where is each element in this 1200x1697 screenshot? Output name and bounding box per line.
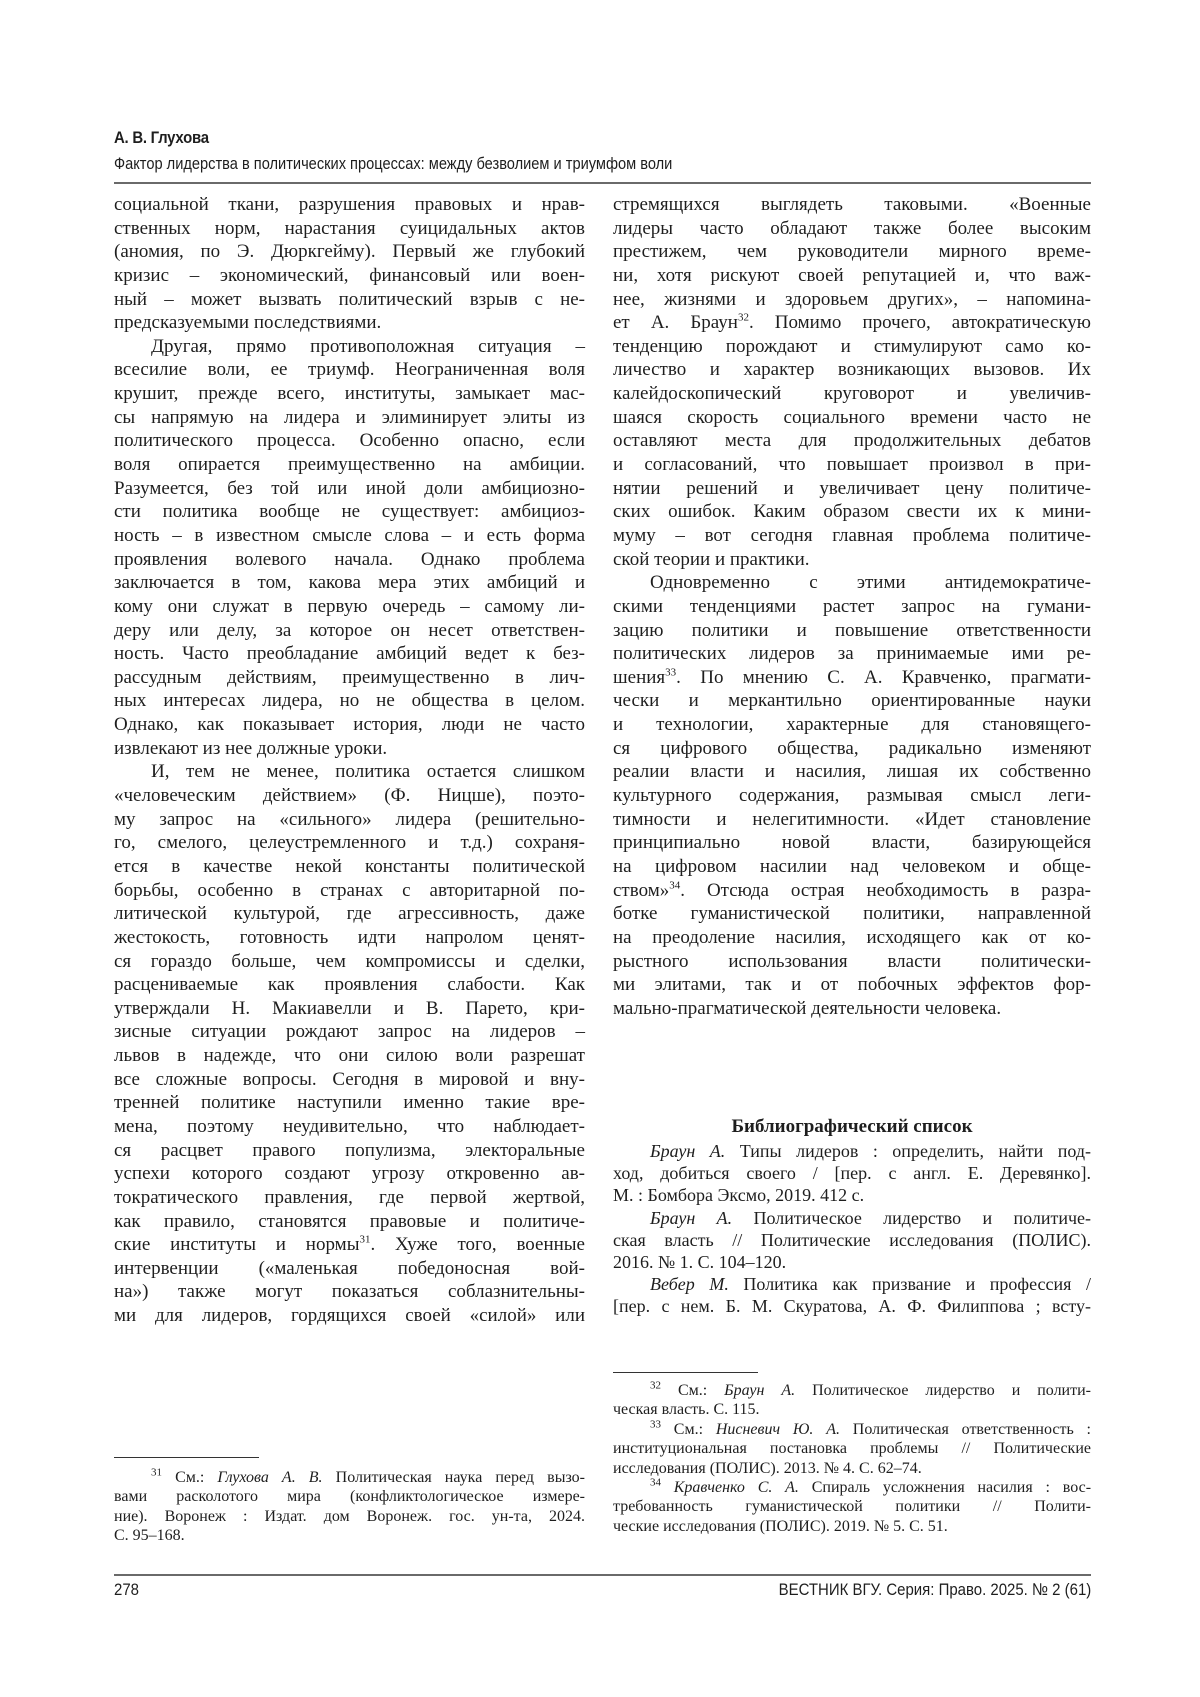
line-text: ние). Воронеж : Издат. дом Воронеж. гос. ун-та, 2024. xyxy=(114,1507,585,1525)
text-line xyxy=(613,619,1091,643)
line-text: Политика как призвание и профессия / xyxy=(728,1274,1091,1295)
line-text: всесилие воли, ее триумф. Неограниченная воля xyxy=(114,359,585,381)
text-line xyxy=(613,335,1091,359)
text-line xyxy=(613,524,1091,548)
cited-author: Браун А. xyxy=(650,1207,733,1228)
text-line xyxy=(613,1400,1091,1419)
line-text: деру или делу, за которое он несет ответствен- xyxy=(114,619,585,641)
line-text: все сложные вопросы. Сегодня в мировой и вну- xyxy=(114,1068,585,1090)
line-text: оставляют места для продолжительных дебатов xyxy=(613,430,1091,452)
text-line xyxy=(114,855,585,879)
line-text: престижем, чем руководители мирного време- xyxy=(613,241,1091,263)
text-line xyxy=(114,1487,585,1506)
line-text: нее, жизнями и здоровьем других», – напомина- xyxy=(613,288,1091,310)
line-text: Политическое лидерство и полити- xyxy=(795,1382,1091,1399)
line-text: ся цифрового общества, радикально изменяют xyxy=(613,737,1091,759)
text-line xyxy=(613,264,1091,288)
line-text-continued: . По мнению С. А. Кравченко, прагмати- xyxy=(676,666,1091,688)
line-text: на») также могут показаться соблазнительны- xyxy=(114,1281,585,1303)
line-text: ских ошибок. Каким образом свести их к мини- xyxy=(613,501,1091,523)
line-text: муму – вот сегодня главная проблема политиче- xyxy=(613,524,1091,546)
line-text: заключается в том, какова мера этих амбиций и xyxy=(114,572,585,594)
text-line xyxy=(114,1020,585,1044)
line-text: стремящихся выглядеть таковыми. «Военные xyxy=(613,194,1091,215)
text-line xyxy=(613,713,1091,737)
text-line xyxy=(613,642,1091,666)
footnote-number: 31 xyxy=(151,1466,162,1479)
text-line xyxy=(114,1468,585,1487)
text-line xyxy=(613,1517,1091,1536)
line-text: С. 95–168. xyxy=(114,1527,185,1545)
page-number: 278 xyxy=(114,1580,139,1599)
text-line xyxy=(613,406,1091,430)
text-line xyxy=(613,784,1091,808)
line-text-continued: . Отсюда острая необходимость в разра- xyxy=(680,879,1091,901)
line-text: го, смелого, целеустремленного и т.д.) сохраня- xyxy=(114,832,585,854)
text-line xyxy=(613,1439,1091,1458)
footnotes-right xyxy=(613,1381,1091,1536)
text-line xyxy=(114,1044,585,1068)
text-line xyxy=(613,595,1091,619)
text-line xyxy=(613,1162,1091,1184)
text-line xyxy=(114,453,585,477)
line-text: ся гораздо больше, чем компромиссы и сделки, xyxy=(114,950,585,972)
footnote-separator-left xyxy=(114,1457,259,1458)
line-text: ных интересах лидера, но не общества в целом. xyxy=(114,690,585,712)
line-text: воля опирается преимущественно на амбиции. xyxy=(114,454,585,476)
text-line xyxy=(114,1139,585,1163)
text-line xyxy=(114,288,585,312)
line-text: и технологии, характерные для становящего- xyxy=(613,714,1091,736)
line-text-continued: . Хуже того, военные xyxy=(370,1234,585,1256)
line-text: как правило, становятся правовые и политиче- xyxy=(114,1210,585,1232)
line-text: зисные ситуации рождают запрос на лидеров – xyxy=(114,1021,585,1043)
line-text: интервенции («маленькая победоносная вой- xyxy=(114,1257,585,1279)
text-line xyxy=(613,1497,1091,1516)
footnote-reference[interactable]: 31 xyxy=(359,1233,371,1246)
text-line xyxy=(613,1140,1091,1162)
line-text: М. : Бомбора Эксмо, 2019. 412 с. xyxy=(613,1185,865,1206)
text-line xyxy=(114,902,585,926)
text-line xyxy=(114,524,585,548)
line-text: ный – может вызвать политический взрыв с не- xyxy=(114,288,585,310)
text-line xyxy=(114,619,585,643)
line-text: сти политика вообще не существует: амбициоз- xyxy=(114,501,585,523)
line-text: извлекают из нее должные уроки. xyxy=(114,737,388,759)
footnote-separator-right xyxy=(613,1372,758,1373)
line-text: политического процесса. Особенно опасно, если xyxy=(114,430,585,452)
line-text: расцениваемые как проявления слабости. Как xyxy=(114,974,585,996)
line-text: ми для лидеров, гордящихся своей «силой» или xyxy=(114,1305,585,1327)
cited-author: Кравченко С. А. xyxy=(673,1478,799,1496)
footnote-reference[interactable]: 34 xyxy=(669,879,681,892)
footnote-prefix: См.: xyxy=(661,1420,716,1438)
line-text: калейдоскопический круговорот и увеличив- xyxy=(613,383,1091,405)
line-text: на цифровом насилии над человеком и обще- xyxy=(613,855,1091,877)
text-line xyxy=(613,453,1091,477)
text-line xyxy=(613,382,1091,406)
text-line xyxy=(114,193,585,217)
line-text: ет А. Браун xyxy=(613,312,738,334)
text-line xyxy=(613,737,1091,761)
line-text: тократического правления, где первой жертвой, xyxy=(114,1186,585,1208)
line-text: Одновременно с этими антидемократиче- xyxy=(650,572,1091,594)
line-text: кому они служат в первую очередь – самому ли- xyxy=(114,595,585,617)
line-text: нятии решений и увеличивает цену политиче- xyxy=(613,477,1091,499)
line-text: «человеческим действием» (Ф. Ницше), поэто- xyxy=(114,785,585,807)
text-line xyxy=(613,1229,1091,1251)
text-line xyxy=(114,784,585,808)
line-text: Однако, как показывает история, люди не часто xyxy=(114,714,585,736)
text-line xyxy=(114,335,585,359)
line-text: Другая, прямо противоположная ситуация – xyxy=(151,335,585,357)
footnote-number: 32 xyxy=(650,1379,661,1392)
text-line xyxy=(613,500,1091,524)
text-line xyxy=(114,1210,585,1234)
text-line xyxy=(613,879,1091,903)
text-line xyxy=(613,997,1091,1021)
text-line xyxy=(613,1273,1091,1295)
left-column-body xyxy=(114,193,585,1328)
text-line xyxy=(114,1304,585,1328)
line-text: Типы лидеров : определить, найти под- xyxy=(725,1141,1091,1161)
line-text: личество и характер возникающих вызовов. Их xyxy=(613,359,1091,381)
text-line xyxy=(114,1162,585,1186)
text-line xyxy=(613,855,1091,879)
footnote-reference[interactable]: 32 xyxy=(737,311,749,324)
line-text: тимности и нелегитимности. «Идет становление xyxy=(613,808,1091,830)
running-header-title: Фактор лидерства в политических процессах: между безволием и триумфом воли xyxy=(114,154,673,173)
line-text: борьбы, особенно в странах с авторитарной по- xyxy=(114,879,585,901)
line-text: ход, добиться своего / [пер. с англ. Е. Деревянко]. xyxy=(613,1163,1091,1184)
text-line xyxy=(114,973,585,997)
cited-author: Нисневич Ю. А. xyxy=(715,1420,840,1438)
header-rule xyxy=(114,182,1091,184)
text-line xyxy=(114,689,585,713)
text-line xyxy=(613,666,1091,690)
text-line xyxy=(114,358,585,382)
text-line xyxy=(114,760,585,784)
line-text: зацию политики и повышение ответственности xyxy=(613,619,1091,641)
line-text: И, тем не менее, политика остается слишком xyxy=(151,761,585,783)
cited-author: Глухова А. В. xyxy=(217,1469,323,1486)
line-text: рассудным действиям, преимущественно в лич- xyxy=(114,666,585,688)
line-text: реалии власти и насилия, лишая их собственно xyxy=(613,761,1091,783)
cited-author: Вебер М. xyxy=(650,1274,729,1295)
line-text: мена, поэтому неудивительно, что наблюдает- xyxy=(114,1115,585,1137)
line-text: рыстного использования власти политически- xyxy=(613,950,1091,972)
text-line xyxy=(114,1091,585,1115)
text-line xyxy=(613,358,1091,382)
text-line xyxy=(114,548,585,572)
line-text: (аномия, по Э. Дюркгейму). Первый же глубокий xyxy=(114,241,585,263)
text-line xyxy=(114,997,585,1021)
line-text: требованность гуманистической политики // Полити- xyxy=(613,1498,1091,1516)
text-line xyxy=(114,1115,585,1139)
text-line xyxy=(613,1251,1091,1273)
line-text: мально-прагматической деятельности человека. xyxy=(613,997,1002,1019)
line-text: и согласований, что повышает произвол в при- xyxy=(613,454,1091,476)
text-line xyxy=(613,950,1091,974)
line-text: ность – в известном смысле слова – и есть форма xyxy=(114,524,585,546)
text-line xyxy=(114,1507,585,1526)
line-text: принципиально новой власти, базирующейся xyxy=(613,832,1091,854)
line-text: литической культурой, где агрессивность, даже xyxy=(114,903,585,925)
text-line xyxy=(114,1257,585,1281)
line-text: Разумеется, без той или иной доли амбициозно- xyxy=(114,477,585,499)
line-text: вами расколотого мира (конфликтологическое измере- xyxy=(114,1488,585,1506)
text-line xyxy=(114,1280,585,1304)
line-text: политических лидеров за принимаемые ими ре- xyxy=(613,643,1091,665)
text-line xyxy=(613,1459,1091,1478)
line-text: тренней политике наступили именно такие вре- xyxy=(114,1092,585,1114)
line-text: ской теории и практики. xyxy=(613,548,810,570)
line-text: ность. Часто преобладание амбиций ведет к без- xyxy=(114,643,585,665)
line-text: [пер. с нем. Б. М. Скуратова, А. Ф. Филиппова ; всту- xyxy=(613,1296,1091,1317)
text-line xyxy=(114,311,585,335)
footnotes-left xyxy=(114,1468,585,1546)
text-line xyxy=(613,217,1091,241)
line-text: успехи которого создают угрозу откровенно ав- xyxy=(114,1163,585,1185)
line-text: Спираль усложнения насилия : вос- xyxy=(798,1478,1092,1496)
line-text: сы напрямую на лидера и элиминирует элиты из xyxy=(114,406,585,428)
text-line xyxy=(613,1184,1091,1206)
text-line xyxy=(114,406,585,430)
text-line xyxy=(114,429,585,453)
text-line xyxy=(613,926,1091,950)
text-line xyxy=(114,264,585,288)
text-line xyxy=(613,429,1091,453)
text-line xyxy=(613,831,1091,855)
line-text: львов в надежде, что они силою воли разрешат xyxy=(114,1045,585,1067)
journal-citation: ВЕСТНИК ВГУ. Серия: Право. 2025. № 2 (61) xyxy=(778,1580,1091,1599)
line-text: ственных норм, нарастания суицидальных актов xyxy=(114,217,585,239)
text-line xyxy=(613,1295,1091,1317)
footer-rule xyxy=(114,1574,1091,1576)
text-line xyxy=(114,1068,585,1092)
running-header-author: А. В. Глухова xyxy=(114,128,209,147)
text-line xyxy=(114,477,585,501)
line-text: культурного содержания, размывая смысл леги- xyxy=(613,785,1091,807)
line-text: ми элитами, так и от побочных эффектов фор- xyxy=(613,974,1091,996)
line-text: на преодоление насилия, исходящего как от ко- xyxy=(613,926,1091,948)
footnote-prefix: См.: xyxy=(162,1469,218,1486)
text-line xyxy=(114,571,585,595)
text-line xyxy=(613,288,1091,312)
text-line xyxy=(114,950,585,974)
text-line xyxy=(114,595,585,619)
footnote-number: 34 xyxy=(650,1476,661,1489)
text-line xyxy=(114,808,585,832)
cited-author: Браун А. xyxy=(650,1141,726,1161)
text-line xyxy=(114,713,585,737)
line-text: ется в качестве некой константы политической xyxy=(114,855,585,877)
line-text-continued: . Помимо прочего, автократическую xyxy=(748,312,1091,334)
text-line xyxy=(114,240,585,264)
text-line xyxy=(114,217,585,241)
line-text: лидеры часто обладают также более высоким xyxy=(613,217,1091,239)
text-line xyxy=(613,1420,1091,1439)
footnote-number: 33 xyxy=(650,1418,661,1431)
bibliography-heading: Библиографический список xyxy=(731,1116,973,1137)
line-text: предсказуемыми последствиями. xyxy=(114,312,382,334)
text-line xyxy=(114,1526,585,1545)
text-line xyxy=(114,926,585,950)
line-text: ские институты и нормы xyxy=(114,1234,360,1256)
bibliography-list xyxy=(613,1140,1091,1318)
right-column-body xyxy=(613,193,1091,1020)
line-text: исследования (ПОЛИС). 2013. № 4. С. 62–74. xyxy=(613,1459,922,1477)
text-line xyxy=(613,1381,1091,1400)
text-line xyxy=(114,831,585,855)
text-line xyxy=(114,642,585,666)
text-line xyxy=(114,1233,585,1257)
line-text: социальной ткани, разрушения правовых и нрав- xyxy=(114,194,585,215)
text-line xyxy=(613,311,1091,335)
text-line xyxy=(613,193,1091,217)
line-text: чески и меркантильно ориентированные науки xyxy=(613,690,1091,712)
text-line xyxy=(613,548,1091,572)
line-text: ся расцвет правого популизма, электоральные xyxy=(114,1139,585,1161)
line-text: 2016. № 1. С. 104–120. xyxy=(613,1251,787,1272)
text-line xyxy=(613,477,1091,501)
line-text: жестокость, готовность идти напролом ценят- xyxy=(114,926,585,948)
text-line xyxy=(613,808,1091,832)
line-text: тенденцию порождают и стимулируют само ко- xyxy=(613,335,1091,357)
text-line xyxy=(613,760,1091,784)
text-line xyxy=(613,973,1091,997)
text-line xyxy=(613,1207,1091,1229)
text-line xyxy=(114,666,585,690)
line-text: шения xyxy=(613,666,666,688)
line-text: Политическое лидерство и политиче- xyxy=(732,1207,1091,1228)
line-text: проявления волевого начала. Однако проблема xyxy=(114,548,585,570)
text-line xyxy=(114,500,585,524)
line-text: ческая власть. С. 115. xyxy=(613,1401,760,1419)
footnote-prefix xyxy=(661,1479,674,1496)
text-line xyxy=(114,879,585,903)
text-line xyxy=(613,902,1091,926)
cited-author: Браун А. xyxy=(724,1382,796,1399)
text-line xyxy=(114,1186,585,1210)
footnote-reference[interactable]: 33 xyxy=(665,666,677,679)
text-line xyxy=(613,1478,1091,1497)
line-text: институциональная постановка проблемы // Политические xyxy=(613,1440,1091,1458)
text-line xyxy=(613,240,1091,264)
text-line xyxy=(613,571,1091,595)
line-text: кризис – экономический, финансовый или воен- xyxy=(114,264,585,286)
line-text: Политическая наука перед вызо- xyxy=(322,1469,585,1486)
line-text: ботке гуманистической политики, направленной xyxy=(613,903,1091,925)
line-text: шаяся скорость социального времени часто не xyxy=(613,406,1091,428)
line-text: ческие исследования (ПОЛИС). 2019. № 5. С. 51. xyxy=(613,1517,948,1535)
line-text: му запрос на «сильного» лидера (решительно- xyxy=(114,808,585,830)
text-line xyxy=(114,737,585,761)
line-text: скими тенденциями растет запрос на гумани- xyxy=(613,595,1091,617)
line-text: ством» xyxy=(613,879,670,901)
footnote-prefix: См.: xyxy=(661,1382,725,1399)
line-text: крушит, прежде всего, институты, замыкает мас- xyxy=(114,383,585,405)
line-text: Политическая ответственность : xyxy=(839,1420,1091,1438)
text-line xyxy=(613,689,1091,713)
line-text: ни, хотя рискуют своей репутацией и, что важ- xyxy=(613,264,1091,286)
line-text: ская власть // Политические исследования (ПОЛИС). xyxy=(613,1229,1091,1250)
line-text: утверждали Н. Макиавелли и В. Парето, кри- xyxy=(114,997,585,1019)
text-line xyxy=(114,382,585,406)
